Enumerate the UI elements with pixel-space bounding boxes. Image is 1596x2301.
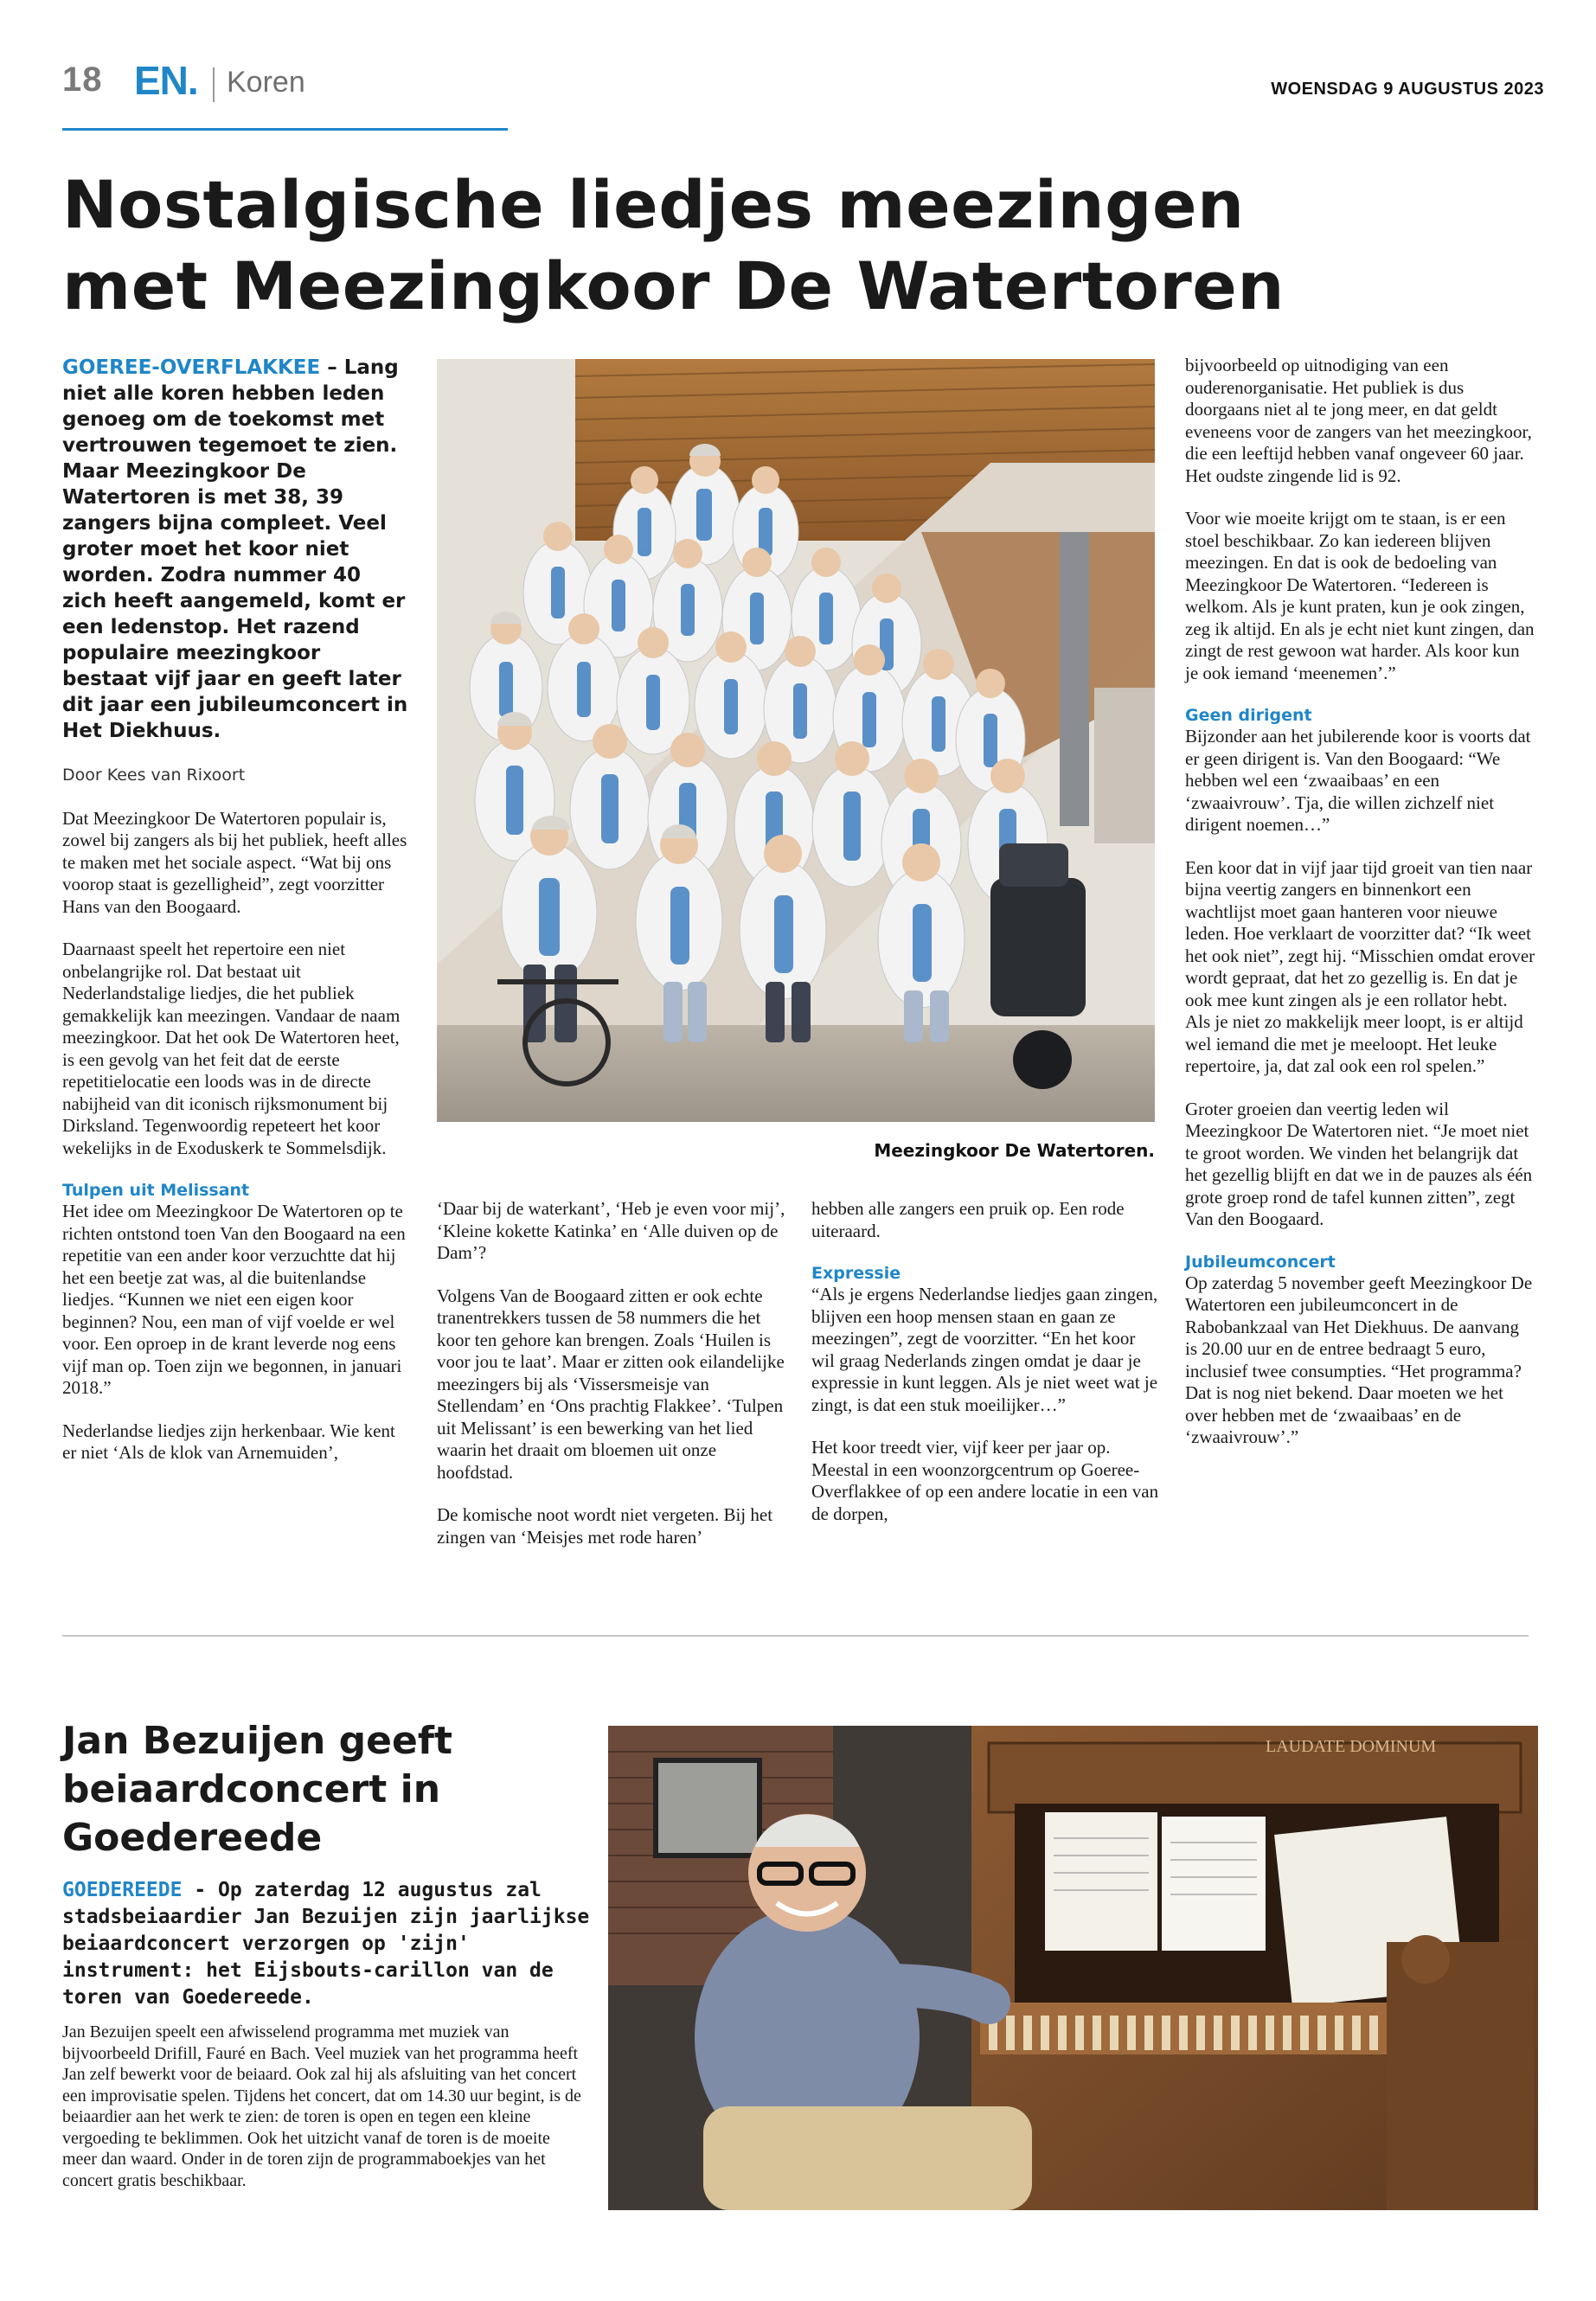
photo-caption: Meezingkoor De Watertoren.: [874, 1140, 1155, 1161]
newspaper-logo: EN.: [134, 58, 198, 103]
lead-text: – Lang niet alle koren hebben leden genoeg om de toekomst met vertrouwen tegemoet te zien. Maar Meezingkoor De Watertoren is met 38, 39 zangers bijna compleet. Veel groter moet het koor niet worden. Zodra nummer 40 zich heeft aangemeld, komt er een ledenstop. Het razend populaire meezingkoor bestaat vijf jaar en geeft later dit jaar een jubileumconcert in Het Diekhuus.: [62, 356, 408, 742]
header-rule: [62, 128, 508, 131]
carillon-photo-illustration: [608, 1726, 1538, 2210]
byline: Door Kees van Rixoort: [62, 766, 246, 785]
article-column-1: [62, 355, 408, 1485]
paragraph: [1185, 1252, 1535, 1449]
paragraph: Nederlandse liedjes zijn herkenbaar. Wie kent er niet ‘Als de klok van Arnemuiden’,: [62, 1420, 395, 1463]
paragraph: Volgens Van de Boogaard zitten er ook echte tranentrekkers tussen de 58 nummers die het koor ten gehore kan brengen. Zoals ‘Huilen is voor jou te laat’. Maar er zitten ook eilandelijke meezingers bij als ‘Vissersmeisje van Stellendam’ en ‘Ons prachtig Flakkee’. ‘Tulpen uit Melissant’ is een bewerking van het lied waarin het draait om bloemen uit onze hoofdstad.: [437, 1285, 785, 1483]
subheading: Jubileumconcert: [1185, 1252, 1336, 1272]
article-divider: [62, 1635, 1529, 1637]
carillon-photo: [608, 1726, 1538, 2210]
paragraph: [62, 1180, 408, 1400]
paragraph: Een koor dat in vijf jaar tijd groeit van tien naar bijna veertig zangers en binnenkort een wachtlijst moet gaan hanteren voor nieuwe leden. Hoe verklaart de voorzitter dat? “Ik weet het ook niet”, zegt hij. “Misschien omdat erover wordt gepraat, dat het zo gezellig is. En dat je ook mee kunt zingen als je een rollator hebt. Als je niet zo makkelijk meer loopt, is er altijd wel iemand die met je meeloopt. Het leuke repertoire, ja, dat zal ook een rol spelen.”: [1185, 856, 1535, 1076]
subheading: Geen dirigent: [1185, 706, 1312, 725]
paragraph: Het koor treedt vier, vijf keer per jaar op. Meestal in een woonzorgcentrum op Goeree-Overflakkee of op een andere locatie in een van de dorpen,: [811, 1437, 1159, 1524]
paragraph: ‘Daar bij de waterkant’, ‘Heb je even voor mij’, ‘Kleine kokette Katinka’ en ‘Alle duiven op de Dam’?: [437, 1198, 785, 1263]
dateline-place: GOEREE-OVERFLAKKEE: [62, 356, 321, 379]
header-separator: [213, 67, 215, 102]
paragraph: De komische noot wordt niet vergeten. Bij het zingen van ‘Meisjes met rode haren’: [437, 1504, 773, 1548]
paragraph: Voor wie moeite krijgt om te staan, is er een stoel beschikbaar. Zo kan iedereen blijven meezingen. En dat is ook de bedoeling van Meezingkoor De Watertoren. “Iedereen is welkom. Als je kunt praten, kun je ook zingen, zeg ik altijd. En als je echt niet kunt zingen, dan zingt de rest gewoon wat harder. Als koor kun je ook iemand ‘meenemen’.”: [1185, 508, 1535, 683]
section-label: Koren: [227, 66, 305, 99]
paragraph-text: Het idee om Meezingkoor De Watertoren op te richten ontstond toen Van den Boogaard na een repetitie van een ander koor verzuchtte dat hij het een beetje zat was, al die buitenlandse liedjes. “Kunnen we niet een eigen koor beginnen? Nou, een man of vijf voelde er wel voor. Een oproep in de krant leverde nog eens vijf man op. Toen zijn we begonnen, in januari 2018.”: [62, 1201, 406, 1398]
issue-date: WOENSDAG 9 AUGUSTUS 2023: [1271, 80, 1544, 99]
lead-text: - Op zaterdag 12 augustus zal stadsbeiaardier Jan Bezuijen zijn jaarlijkse beiaardconcert verzorgen op 'zijn' instrument: het Eijsbouts-carillon van de toren van Goedereede.: [62, 1879, 590, 2009]
subheading: Expressie: [811, 1264, 901, 1283]
dateline-place: GOEDEREEDE: [62, 1879, 183, 1901]
paragraph: bijvoorbeeld op uitnodiging van een ouderenorganisatie. Het publiek is dus doorgaans niet al te jong meer, en dat geldt eveneens voor de zangers van het meezingkoor, die een leeftijd hebben vanaf ongeveer 60 jaar. Het oudste zingende lid is 92.: [1185, 355, 1532, 486]
page-number: 18: [62, 61, 103, 99]
article-2-lead: [62, 1877, 599, 2011]
paragraph: Dat Meezingkoor De Watertoren populair is, zowel bij zangers als bij het publiek, heeft alles te maken met het sociale aspect. “Wat bij ons voorop staat is gezelligheid”, zegt voorzitter Hans van den Boogaard.: [62, 807, 407, 917]
article-2-body: Jan Bezuijen speelt een afwisselend programma met muziek van bijvoorbeeld Drifill, Fauré en Bach. Veel muziek van het programma heeft Jan zelf bewerkt voor de beiaard. Ook zal hij als afsluiting van het concert een improvisatie spelen. Tijdens het concert, dat om 14.30 uur begint, is de beiaardier aan het werk te zien: de toren is open en tegen een kleine vergoeding te beklimmen. Ook het uitzicht vanaf de toren is de moeite meer dan waard. Onder in de toren zijn de programmaboekjes van het concert gratis beschikbaar.: [62, 2022, 581, 2190]
article-headline: Nostalgische liedjes meezingen met Meezingkoor De Watertoren: [62, 166, 1285, 324]
paragraph: hebben alle zangers een pruik op. Een rode uiteraard.: [811, 1198, 1125, 1241]
choir-photo-illustration: [437, 359, 1155, 1122]
paragraph-text: Op zaterdag 5 november geeft Meezingkoor De Watertoren een jubileumconcert in de Rabobankzaal van Het Diekhuus. De aanvang is 20.00 uur en de entree bedraagt 5 euro, inclusief twee consumpties. “Het programma? Dat is nog niet bekend. Daar moeten we het over hebben met de ‘zwaaibaas’ en de ‘zwaaivrouw’.”: [1185, 1272, 1533, 1447]
article-column-4: [1185, 355, 1535, 1470]
choir-photo: [437, 359, 1155, 1122]
article-2-headline: Jan Bezuijen geeft beiaardconcert in Goedereede: [62, 1719, 453, 1860]
paragraph: [811, 1263, 1162, 1416]
console-inscription: LAUDATE DOMINUM: [1266, 1737, 1437, 1756]
subheading: Tulpen uit Melissant: [62, 1181, 250, 1200]
paragraph: Daarnaast speelt het repertoire een niet onbelangrijke rol. Dat bestaat uit Nederlandstalige liedjes, die het publiek gemakkelijk kan meezingen. Vandaar de naam meezingkoor. Dat het ook De Watertoren heet, is een gevolg van het feit dat de eerste repetitielocatie een loods was in de directe nabijheid van dit iconisch rijksmonument bij Dirksland. Tegenwoordig repeteert het koor wekelijks in de Exoduskerk te Sommelsdijk.: [62, 939, 401, 1158]
paragraph: [1185, 705, 1535, 836]
article-column-3: [811, 1198, 1162, 1546]
paragraph: Groter groeien dan veertig leden wil Meezingkoor De Watertoren niet. “Je moet niet te groot worden. We vinden het belangrijk dat het gezellig blijft en dat we in de pauzes als één grote groep rond de tafel kunnen zitten”, zegt Van den Boogaard.: [1185, 1098, 1533, 1229]
paragraph-text: “Als je ergens Nederlandse liedjes gaan zingen, blijven een hoop mensen staan en gaan ze meezingen”, zegt de voorzitter. “En het koor wil graag Nederlands zingen omdat je daar je expressie in kunt leggen. Als je niet weet wat je zingt, is dat een stuk moeilijker…”: [811, 1284, 1158, 1415]
paragraph-text: Bijzonder aan het jubilerende koor is voorts dat er geen dirigent is. Van den Boogaard: “We hebben wel een ‘zwaaibaas’ en een ‘zwaaivrouw’. Tja, die willen zichzelf niet dirigent noemen…”: [1185, 726, 1531, 835]
article-lead: [62, 355, 408, 744]
article-column-2: [437, 1198, 787, 1569]
